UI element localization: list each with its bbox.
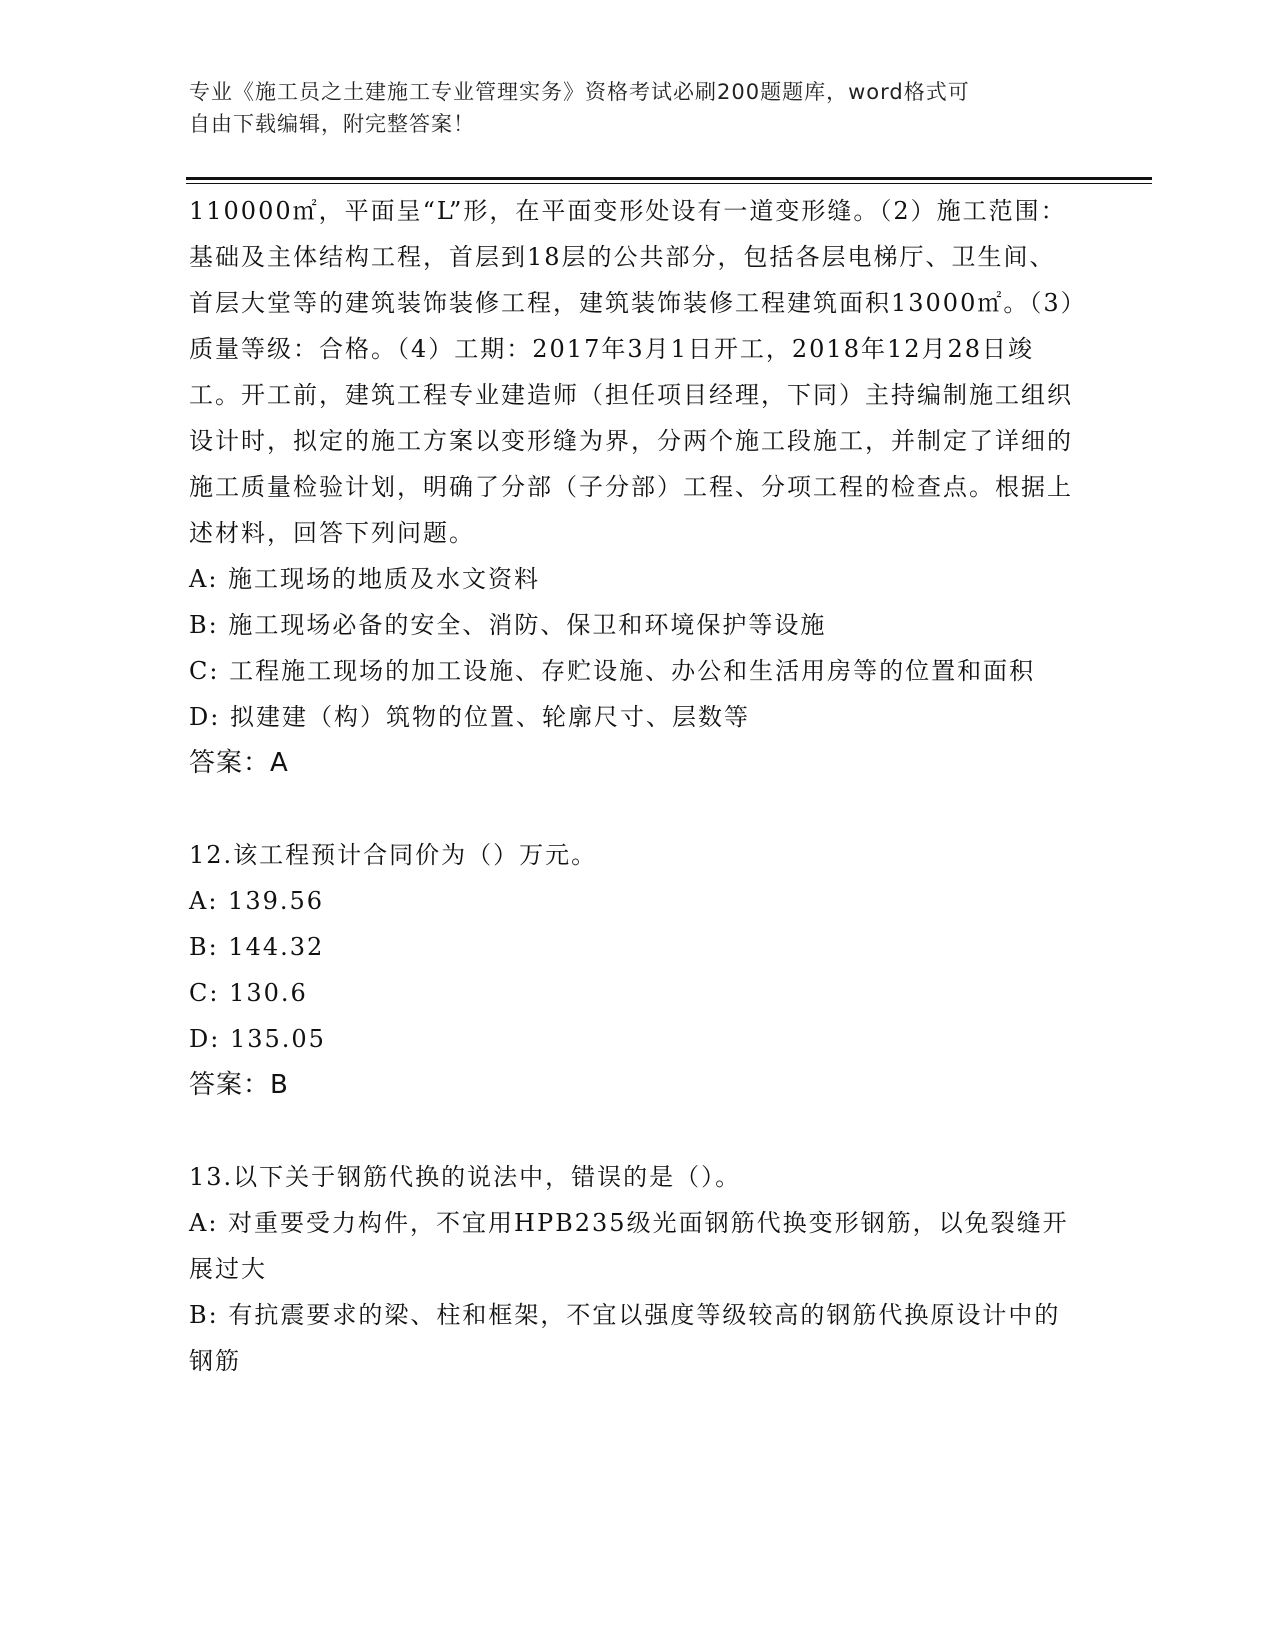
question-13 <box>189 1154 1079 1384</box>
question-12-option-a: A: 139.56 <box>189 887 325 915</box>
question-12-option-d: D: 135.05 <box>189 1025 326 1053</box>
header-divider-thick <box>186 177 1152 180</box>
question-12 <box>189 832 1079 1108</box>
question-spacer <box>189 786 1079 832</box>
header-title-line-1: 专业《施工员之土建施工专业管理实务》资格考试必刷200题题库，word格式可 <box>189 80 970 104</box>
question-13-option-a: A: 对重要受力构件，不宜用HPB235级光面钢筋代换变形钢筋，以免裂缝开展过大 <box>189 1209 1069 1283</box>
question-spacer <box>189 1108 1079 1154</box>
question-11-option-a: A: 施工现场的地质及水文资料 <box>189 565 541 593</box>
question-12-stem: 12.该工程预计合同价为（）万元。 <box>189 841 598 869</box>
question-11-option-d: D: 拟建建（构）筑物的位置、轮廓尺寸、层数等 <box>189 703 750 731</box>
question-13-option-b: B: 有抗震要求的梁、柱和框架，不宜以强度等级较高的钢筋代换原设计中的钢筋 <box>189 1301 1061 1375</box>
document-header <box>189 76 1069 140</box>
header-title-line-2: 自由下载编辑，附完整答案！ <box>189 112 475 136</box>
question-11-option-c: C: 工程施工现场的加工设施、存贮设施、办公和生活用房等的位置和面积 <box>189 657 1036 685</box>
question-13-stem: 13.以下关于钢筋代换的说法中，错误的是（）。 <box>189 1163 742 1191</box>
question-11-answer: 答案：A <box>189 748 289 778</box>
question-11-option-b: B: 施工现场必备的安全、消防、保卫和环境保护等设施 <box>189 611 827 639</box>
question-12-answer: 答案：B <box>189 1070 289 1100</box>
question-11 <box>189 188 1079 786</box>
question-12-option-c: C: 130.6 <box>189 979 308 1007</box>
header-divider-thin <box>186 183 1152 184</box>
question-12-option-b: B: 144.32 <box>189 933 325 961</box>
document-body <box>189 188 1079 1384</box>
question-11-stem: 110000㎡，平面呈“L”形，在平面变形处设有一道变形缝。（2）施工范围：基础及主体结构工程，首层到18层的公共部分，包括各层电梯厅、卫生间、首层大堂等的建筑装饰装修工程，建筑装饰装修工程建筑面积13000㎡。（3）质量等级：合格。（4）工期：2017年3月1日开工，2018年12月28日竣工。开工前，建筑工程专业建造师（担任项目经理，下同）主持编制施工组织设计时，拟定的施工方案以变形缝为界，分两个施工段施工，并制定了详细的施工质量检验计划，明确了分部（子分部）工程、分项工程的检查点。根据上述材料，回答下列问题。 <box>189 197 1075 547</box>
